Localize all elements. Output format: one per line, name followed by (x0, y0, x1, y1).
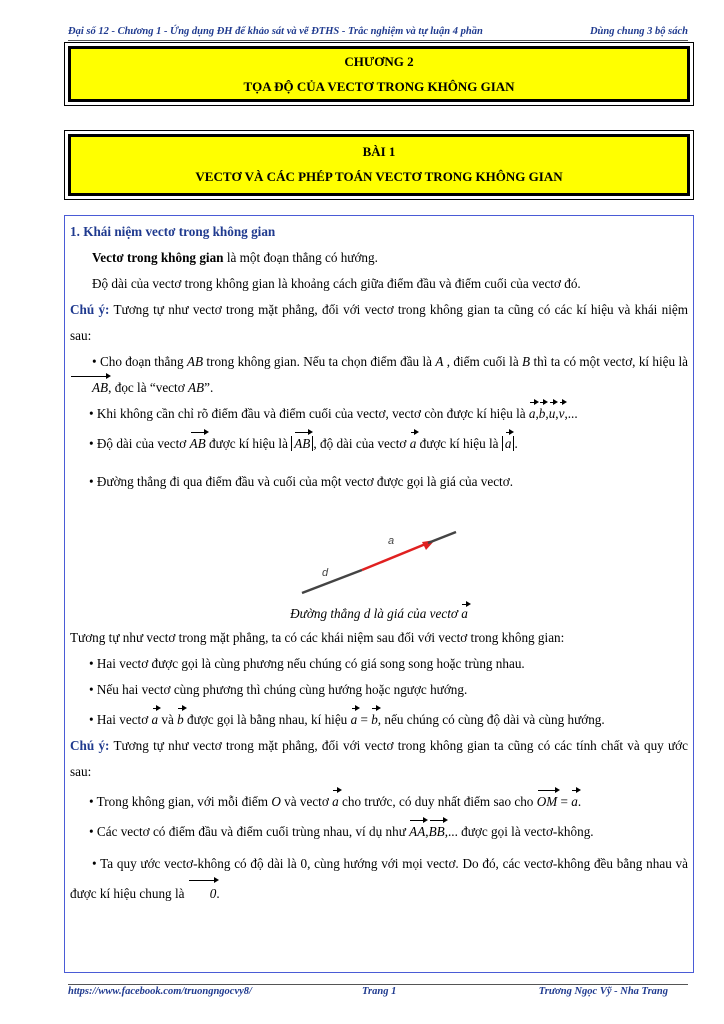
figure-svg (70, 495, 690, 603)
lesson-number: BÀI 1 (362, 144, 396, 159)
definition-term: Vectơ trong không gian (92, 250, 224, 265)
figure-label-d: d (322, 567, 329, 579)
line-d-right (428, 532, 456, 543)
bullet-notation-ab: • Cho đoạn thẳng AB trong không gian. Nếu ta chọn điểm đầu là A , điểm cuối là B thì ta có một vectơ, kí hiệu là AB, đọc là “vectơ AB”. (70, 349, 688, 401)
bullet-collinear: • Hai vectơ được gọi là cùng phương nếu chúng có giá song song hoặc trùng nhau. (89, 656, 525, 671)
page-number: Trang 1 (362, 986, 397, 997)
lesson-title: VECTƠ VÀ CÁC PHÉP TOÁN VECTƠ TRONG KHÔNG GIAN (195, 169, 563, 184)
note-2: Chú ý: Tương tự như vectơ trong mặt phẳng, đối với vectơ trong không gian ta cũng có các tính chất và quy ước sau: (70, 738, 688, 779)
chapter-title: TỌA ĐỘ CỦA VECTƠ TRONG KHÔNG GIAN (243, 79, 515, 94)
bullet-same-direction: • Nếu hai vectơ cùng phương thì chúng cùng hướng hoặc ngược hướng. (89, 682, 468, 697)
bullet-equal-vectors: • Hai vectơ a và b được gọi là bằng nhau, kí hiệu a = b, nếu chúng có cùng độ dài và cùng hướng. (70, 707, 688, 733)
figure-caption: Đường thẳng d là giá của vectơ a (70, 603, 688, 625)
bullet-zero-convention: • Ta quy ước vectơ-không có độ dài là 0, cùng hướng với mọi vectơ. Do đó, các vectơ-không đều bằng nhau và được kí hiệu chung là 0. (70, 849, 688, 909)
bullet-length: • Độ dài của vectơ AB được kí hiệu là AB , độ dài của vectơ a được kí hiệu là a . (70, 431, 688, 457)
content-frame (64, 215, 694, 973)
definition: Vectơ trong không gian là một đoạn thẳng có hướng. (92, 250, 378, 265)
bullet-unique-point: • Trong không gian, với mỗi điểm O và vectơ a cho trước, có duy nhất điểm sao cho OM = a. (70, 789, 688, 815)
similar-intro: Tương tự như vectơ trong mặt phẳng, ta có các khái niệm sau đối với vectơ trong không gian: (70, 630, 565, 645)
vector-a-shaft (362, 543, 428, 570)
line-d-left (302, 570, 362, 593)
chapter-box (64, 42, 694, 106)
section-title: 1. Khái niệm vectơ trong không gian (70, 224, 276, 239)
footer-link[interactable]: https://www.facebook.com/truongngocvy8/ (68, 986, 252, 997)
header-right: Dùng chung 3 bộ sách (589, 26, 688, 37)
bullet-zero-vector: • Các vectơ có điểm đầu và điểm cuối trùng nhau, ví dụ như AA,BB,... được gọi là vectơ-không. (70, 819, 688, 845)
support-line-figure (70, 495, 688, 603)
bullet-support-line: • Đường thẳng đi qua điểm đầu và cuối của một vectơ được gọi là giá của vectơ. (89, 474, 513, 489)
figure-label-a: a (388, 535, 395, 547)
lesson-box (64, 130, 694, 200)
footer-author: Trương Ngọc Vỹ - Nha Trang (538, 986, 668, 997)
page-header (68, 26, 688, 41)
page-footer (68, 984, 688, 1001)
bullet-notation-letters: • Khi không cần chỉ rõ điểm đầu và điểm cuối của vectơ, vectơ còn được kí hiệu là a,b,u,v,... (70, 401, 688, 427)
chapter-number: CHƯƠNG 2 (344, 54, 414, 69)
length-definition: Độ dài của vectơ trong không gian là khoảng cách giữa điểm đầu và điểm cuối của vectơ đó. (92, 276, 581, 291)
header-left: Đại số 12 - Chương 1 - Ứng dụng ĐH để khảo sát và vẽ ĐTHS - Trắc nghiệm và tự luận 4 phần (68, 26, 483, 37)
note-1: Chú ý: Tương tự như vectơ trong mặt phẳng, đối với vectơ trong không gian ta cũng có các kí hiệu và khái niệm sau: (70, 302, 688, 343)
